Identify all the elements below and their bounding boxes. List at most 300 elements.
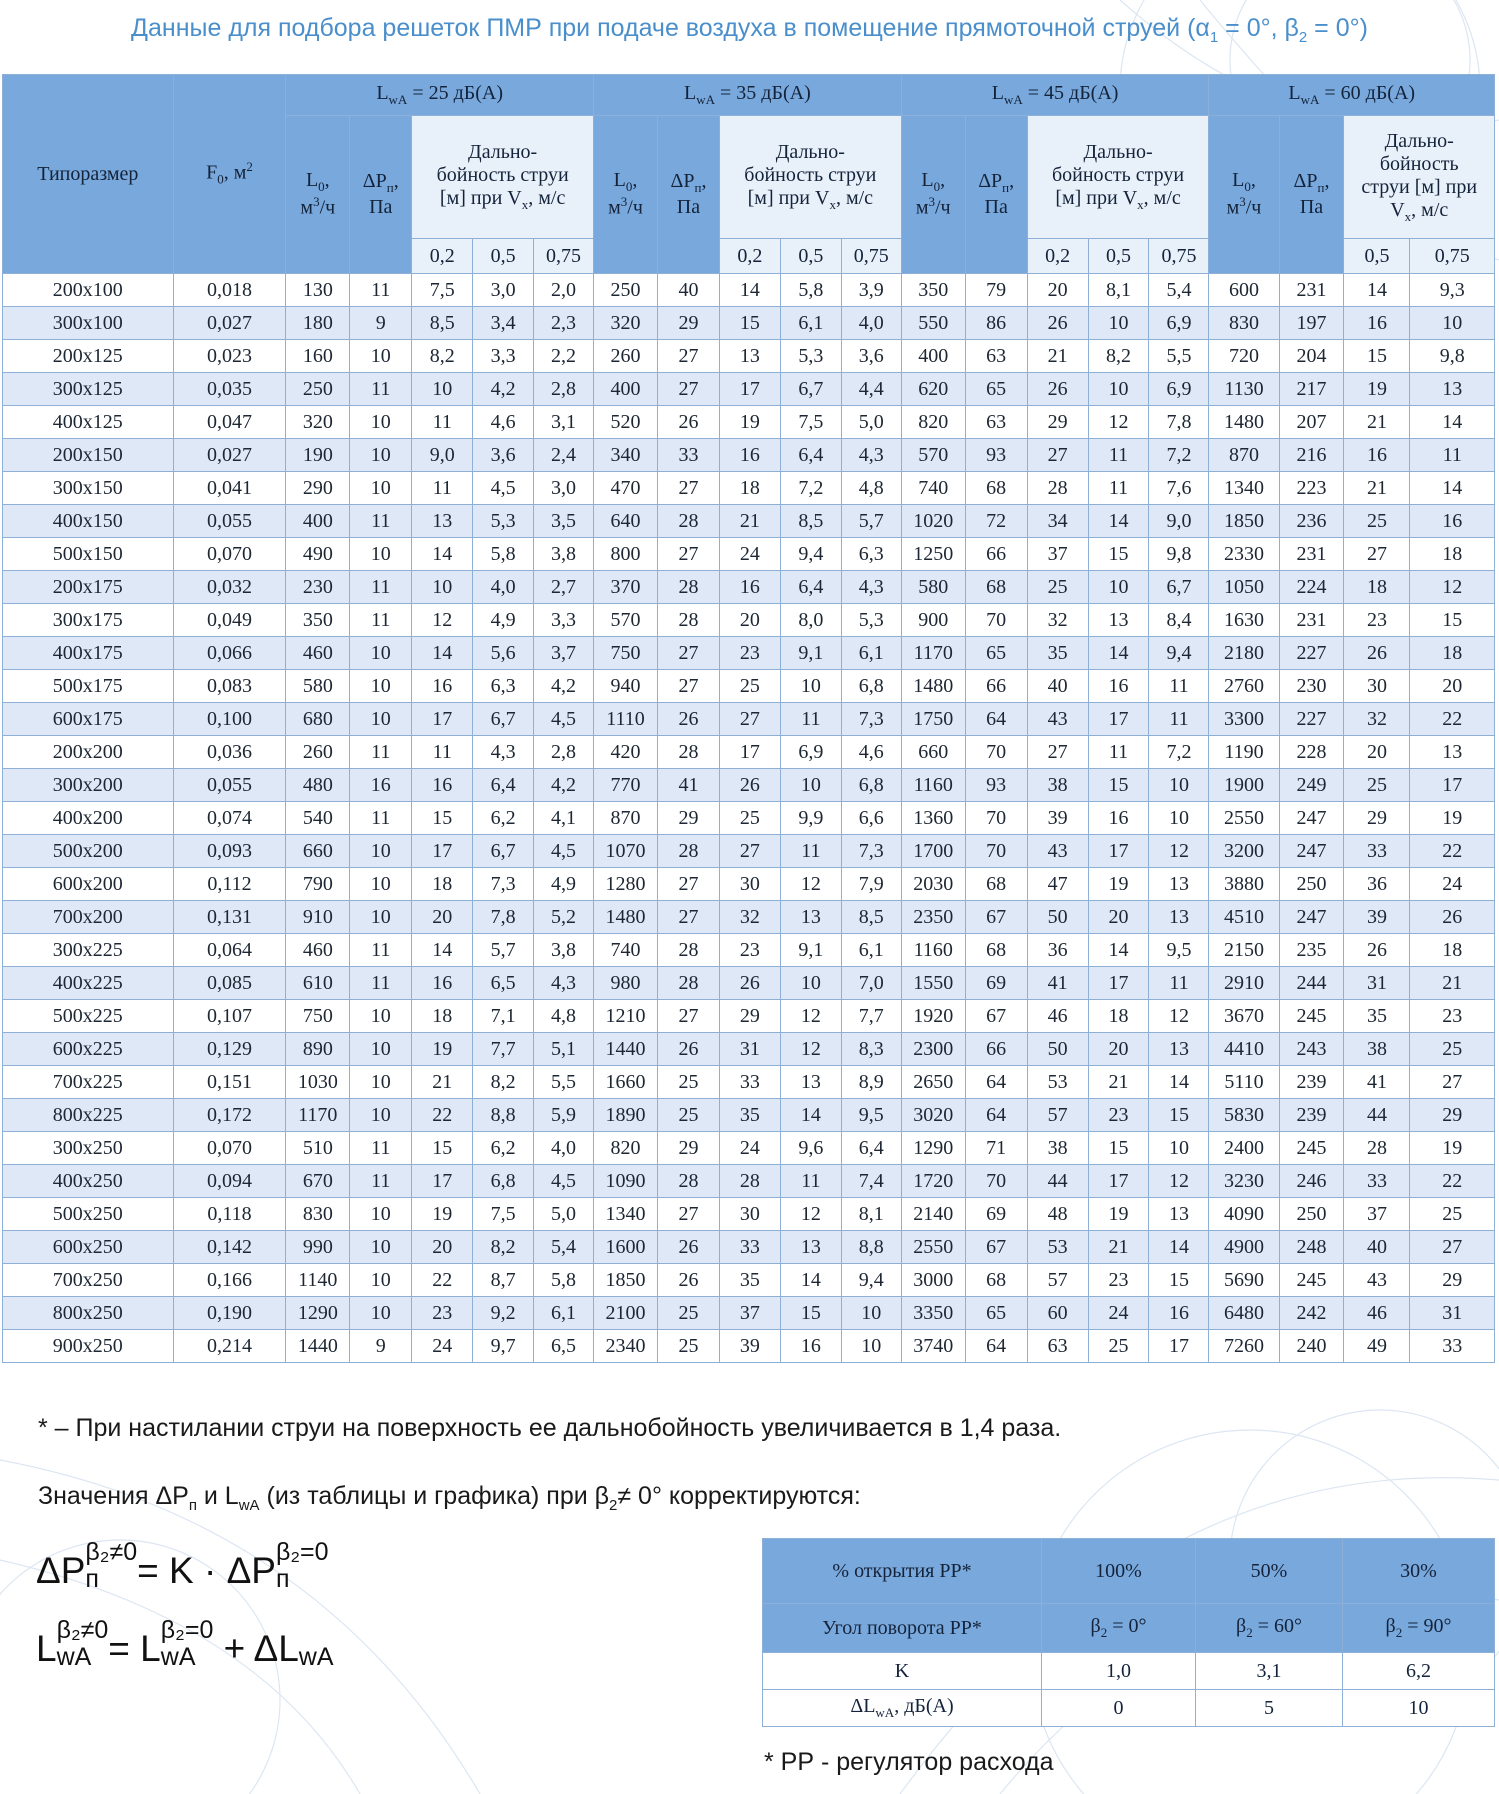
table-cell: 5,0 xyxy=(841,406,901,439)
table-cell: 43 xyxy=(1027,835,1088,868)
table-cell: 11 xyxy=(350,934,412,967)
table-cell: 1090 xyxy=(594,1165,658,1198)
table-row xyxy=(3,1132,1495,1165)
table-cell: 2140 xyxy=(901,1198,965,1231)
table-cell: 33 xyxy=(1344,1165,1410,1198)
table-cell: 19 xyxy=(1088,868,1149,901)
table-cell: 21 xyxy=(1410,967,1495,1000)
table-cell: 9 xyxy=(350,307,412,340)
cell-type: 400x200 xyxy=(3,802,174,835)
table-cell: 235 xyxy=(1279,934,1344,967)
table-cell: 4,5 xyxy=(534,703,594,736)
table-cell: 11 xyxy=(350,274,412,307)
table-cell: 1170 xyxy=(286,1099,350,1132)
table-cell: 15 xyxy=(1149,1264,1209,1297)
table-cell: 11 xyxy=(1088,439,1149,472)
table-cell: 236 xyxy=(1279,505,1344,538)
table-cell: 35 xyxy=(1027,637,1088,670)
table-cell: 57 xyxy=(1027,1099,1088,1132)
table-cell: 2100 xyxy=(594,1297,658,1330)
table-cell: 44 xyxy=(1027,1165,1088,1198)
table-row xyxy=(3,1099,1495,1132)
table-cell: 3000 xyxy=(901,1264,965,1297)
cell-type: 200x100 xyxy=(3,274,174,307)
table-cell: 31 xyxy=(1410,1297,1495,1330)
table-cell: 227 xyxy=(1279,637,1344,670)
table-cell: 16 xyxy=(1344,439,1410,472)
table-cell: 18 xyxy=(1410,538,1495,571)
table-cell: 1340 xyxy=(594,1198,658,1231)
table-cell: 0,027 xyxy=(173,439,286,472)
table-cell: 12 xyxy=(1149,1165,1209,1198)
table-cell: 6,7 xyxy=(473,835,534,868)
table-row xyxy=(3,736,1495,769)
table-cell: 28 xyxy=(658,571,720,604)
table-cell: 2180 xyxy=(1209,637,1279,670)
table-cell: 41 xyxy=(658,769,720,802)
table-cell: 224 xyxy=(1279,571,1344,604)
table-cell: 30 xyxy=(719,1198,780,1231)
table-cell: 68 xyxy=(965,1264,1027,1297)
col-header-pressure: $\Delta P_п$, Па xyxy=(350,116,412,274)
table-cell: 800 xyxy=(594,538,658,571)
table-cell: 12 xyxy=(1149,1000,1209,1033)
cell-type: 600x250 xyxy=(3,1231,174,1264)
table-cell: 11 xyxy=(412,736,473,769)
table-cell: 22 xyxy=(412,1264,473,1297)
table-cell: 1340 xyxy=(1209,472,1279,505)
table-cell: 28 xyxy=(658,835,720,868)
table-cell: 2550 xyxy=(901,1231,965,1264)
table-cell: 1850 xyxy=(1209,505,1279,538)
cell-type: 700x200 xyxy=(3,901,174,934)
table-row xyxy=(3,1297,1495,1330)
table-cell: 27 xyxy=(658,373,720,406)
table-cell: 8,1 xyxy=(1088,274,1149,307)
table-cell: 11 xyxy=(350,505,412,538)
table-cell: 1480 xyxy=(1209,406,1279,439)
table-cell: 6,1 xyxy=(841,637,901,670)
table-cell: 18 xyxy=(719,472,780,505)
cell-type: 500x225 xyxy=(3,1000,174,1033)
table-cell: 3020 xyxy=(901,1099,965,1132)
table-cell: 79 xyxy=(965,274,1027,307)
table-row xyxy=(3,670,1495,703)
table-cell: 3,6 xyxy=(473,439,534,472)
table-cell: 2550 xyxy=(1209,802,1279,835)
correction-text: Значения $\Delta P_п$ и $L_{wA}$ (из таблицы и графика) при $\beta_2\ne 0^\circ$ корректируются: xyxy=(38,1482,861,1514)
table-cell: 14 xyxy=(780,1099,841,1132)
table-cell: 37 xyxy=(719,1297,780,1330)
table-cell: 28 xyxy=(658,934,720,967)
table-cell: 43 xyxy=(1027,703,1088,736)
table-cell: 2,8 xyxy=(534,736,594,769)
table-cell: 15 xyxy=(412,802,473,835)
cell-type: 600x225 xyxy=(3,1033,174,1066)
table-cell: 3,9 xyxy=(841,274,901,307)
cell-type: 300x200 xyxy=(3,769,174,802)
table-cell: 10 xyxy=(350,1297,412,1330)
table-cell: 29 xyxy=(658,307,720,340)
table-cell: 8,4 xyxy=(1149,604,1209,637)
table-cell: 46 xyxy=(1027,1000,1088,1033)
table-row xyxy=(3,406,1495,439)
table-cell: 14 xyxy=(780,1264,841,1297)
table-cell: 60 xyxy=(1027,1297,1088,1330)
table-cell: 0,047 xyxy=(173,406,286,439)
table-row xyxy=(3,472,1495,505)
table-cell: 18 xyxy=(412,868,473,901)
table-cell: 11 xyxy=(780,835,841,868)
table-cell: 4,9 xyxy=(534,868,594,901)
table-cell: 10 xyxy=(1410,307,1495,340)
table-cell: 26 xyxy=(719,967,780,1000)
table-cell: 0,100 xyxy=(173,703,286,736)
table-row xyxy=(3,373,1495,406)
table-cell: 33 xyxy=(1410,1330,1495,1363)
table-cell: 5,8 xyxy=(473,538,534,571)
table-cell: 13 xyxy=(1149,1033,1209,1066)
col-header-flow: $L_0$, $м^3/ч$ xyxy=(901,116,965,274)
table-cell: 1050 xyxy=(1209,571,1279,604)
table-cell: 247 xyxy=(1279,802,1344,835)
table-cell: 3,8 xyxy=(534,934,594,967)
table-cell: 600 xyxy=(1209,274,1279,307)
table-cell: 5,6 xyxy=(473,637,534,670)
table-row xyxy=(3,868,1495,901)
table-cell: 5,8 xyxy=(534,1264,594,1297)
opening-value: 100% xyxy=(1042,1539,1196,1604)
col-header-pressure: $\Delta P_п$, Па xyxy=(965,116,1027,274)
table-cell: 5,1 xyxy=(534,1033,594,1066)
table-cell: 250 xyxy=(1279,1198,1344,1231)
table-cell: 17 xyxy=(1149,1330,1209,1363)
cell-type: 400x250 xyxy=(3,1165,174,1198)
table-cell: 27 xyxy=(658,901,720,934)
table-row xyxy=(3,637,1495,670)
table-cell: 0,118 xyxy=(173,1198,286,1231)
table-cell: 0,055 xyxy=(173,505,286,538)
table-cell: 63 xyxy=(965,340,1027,373)
table-cell: 250 xyxy=(594,274,658,307)
table-cell: 217 xyxy=(1279,373,1344,406)
table-cell: 1480 xyxy=(594,901,658,934)
table-cell: 0,041 xyxy=(173,472,286,505)
table-cell: 4,2 xyxy=(534,670,594,703)
k-value: 6,2 xyxy=(1343,1653,1495,1690)
table-cell: 18 xyxy=(1344,571,1410,604)
table-cell: 10 xyxy=(412,571,473,604)
table-cell: 35 xyxy=(1344,1000,1410,1033)
table-cell: 16 xyxy=(1149,1297,1209,1330)
table-cell: 39 xyxy=(1344,901,1410,934)
table-row xyxy=(3,538,1495,571)
table-cell: 24 xyxy=(719,1132,780,1165)
table-cell: 16 xyxy=(1088,802,1149,835)
table-cell: 65 xyxy=(965,373,1027,406)
table-cell: 19 xyxy=(1344,373,1410,406)
table-cell: 216 xyxy=(1279,439,1344,472)
table-cell: 33 xyxy=(719,1066,780,1099)
table-cell: 6,8 xyxy=(473,1165,534,1198)
table-cell: 1140 xyxy=(286,1264,350,1297)
table-cell: 39 xyxy=(719,1330,780,1363)
table-cell: 2350 xyxy=(901,901,965,934)
table-cell: 12 xyxy=(780,1000,841,1033)
table-cell: 27 xyxy=(1410,1066,1495,1099)
pressure-formula: ΔP β₂≠0 п = K · ΔP β₂=0 п xyxy=(36,1538,329,1593)
table-cell: 49 xyxy=(1344,1330,1410,1363)
table-cell: 1030 xyxy=(286,1066,350,1099)
table-cell: 9,8 xyxy=(1410,340,1495,373)
table-cell: 0,142 xyxy=(173,1231,286,1264)
table-cell: 24 xyxy=(1088,1297,1149,1330)
table-cell: 29 xyxy=(658,1132,720,1165)
table-cell: 20 xyxy=(1027,274,1088,307)
table-cell: 17 xyxy=(412,1165,473,1198)
table-cell: 27 xyxy=(658,472,720,505)
table-cell: 70 xyxy=(965,604,1027,637)
table-cell: 9,4 xyxy=(841,1264,901,1297)
table-cell: 14 xyxy=(1149,1231,1209,1264)
table-cell: 30 xyxy=(1344,670,1410,703)
table-cell: 14 xyxy=(1410,472,1495,505)
table-cell: 64 xyxy=(965,1330,1027,1363)
table-cell: 14 xyxy=(1088,934,1149,967)
k-value: 3,1 xyxy=(1196,1653,1343,1690)
table-cell: 9,4 xyxy=(1149,637,1209,670)
table-cell: 1630 xyxy=(1209,604,1279,637)
table-cell: 740 xyxy=(901,472,965,505)
table-cell: 29 xyxy=(1027,406,1088,439)
table-row xyxy=(3,1198,1495,1231)
col-header-flow: $L_0$, $м^3/ч$ xyxy=(286,116,350,274)
table-cell: 10 xyxy=(350,901,412,934)
table-cell: 25 xyxy=(1344,769,1410,802)
table-cell: 19 xyxy=(1088,1198,1149,1231)
table-cell: 10 xyxy=(780,769,841,802)
regulator-correction-table xyxy=(762,1538,1495,1727)
table-cell: 7,1 xyxy=(473,1000,534,1033)
table-cell: 11 xyxy=(780,703,841,736)
table-cell: 2300 xyxy=(901,1033,965,1066)
table-cell: 20 xyxy=(412,901,473,934)
table-cell: 6,7 xyxy=(1149,571,1209,604)
table-cell: 17 xyxy=(1088,967,1149,1000)
table-cell: 24 xyxy=(719,538,780,571)
table-cell: 10 xyxy=(350,1231,412,1264)
table-cell: 25 xyxy=(1088,1330,1149,1363)
table-cell: 13 xyxy=(1149,868,1209,901)
table-row xyxy=(3,1000,1495,1033)
table-row xyxy=(3,967,1495,1000)
table-cell: 13 xyxy=(780,901,841,934)
table-cell: 12 xyxy=(412,604,473,637)
table-cell: 5,5 xyxy=(1149,340,1209,373)
table-cell: 5,3 xyxy=(473,505,534,538)
speed-header: 0,2 xyxy=(719,239,780,274)
table-cell: 1660 xyxy=(594,1066,658,1099)
table-cell: 35 xyxy=(719,1264,780,1297)
table-cell: 66 xyxy=(965,670,1027,703)
table-row xyxy=(3,769,1495,802)
table-row xyxy=(3,1066,1495,1099)
table-cell: 7,2 xyxy=(780,472,841,505)
table-cell: 4,0 xyxy=(841,307,901,340)
table-cell: 204 xyxy=(1279,340,1344,373)
table-cell: 38 xyxy=(1344,1033,1410,1066)
table-cell: 15 xyxy=(719,307,780,340)
table-cell: 12 xyxy=(1088,406,1149,439)
table-cell: 20 xyxy=(1344,736,1410,769)
table-cell: 44 xyxy=(1344,1099,1410,1132)
table-cell: 32 xyxy=(1344,703,1410,736)
cell-type: 800x250 xyxy=(3,1297,174,1330)
table-cell: 2150 xyxy=(1209,934,1279,967)
table-cell: 93 xyxy=(965,439,1027,472)
table-cell: 23 xyxy=(719,637,780,670)
table-cell: 6,3 xyxy=(841,538,901,571)
cell-type: 200x200 xyxy=(3,736,174,769)
table-cell: 1440 xyxy=(594,1033,658,1066)
table-cell: 4,3 xyxy=(841,439,901,472)
table-cell: 34 xyxy=(1027,505,1088,538)
table-cell: 28 xyxy=(658,604,720,637)
table-cell: 3,3 xyxy=(473,340,534,373)
table-cell: 19 xyxy=(412,1198,473,1231)
table-cell: 2030 xyxy=(901,868,965,901)
table-cell: 29 xyxy=(1410,1099,1495,1132)
table-cell: 6,1 xyxy=(841,934,901,967)
table-cell: 72 xyxy=(965,505,1027,538)
table-cell: 19 xyxy=(719,406,780,439)
table-cell: 8,2 xyxy=(473,1066,534,1099)
table-cell: 0,049 xyxy=(173,604,286,637)
table-row xyxy=(3,1165,1495,1198)
table-cell: 1850 xyxy=(594,1264,658,1297)
row-label-opening: % открытия РР* xyxy=(763,1539,1042,1604)
col-header-throw: Дально- бойность струи [м] при $V_x$, м/с xyxy=(412,116,594,239)
table-cell: 580 xyxy=(901,571,965,604)
table-cell: 11 xyxy=(1149,967,1209,1000)
table-cell: 13 xyxy=(1410,373,1495,406)
table-cell: 11 xyxy=(1149,670,1209,703)
table-cell: 14 xyxy=(719,274,780,307)
table-cell: 239 xyxy=(1279,1099,1344,1132)
table-cell: 1280 xyxy=(594,868,658,901)
table-cell: 770 xyxy=(594,769,658,802)
table-cell: 5,9 xyxy=(534,1099,594,1132)
table-cell: 3200 xyxy=(1209,835,1279,868)
table-cell: 9,3 xyxy=(1410,274,1495,307)
table-cell: 28 xyxy=(658,967,720,1000)
table-cell: 16 xyxy=(412,967,473,1000)
table-cell: 11 xyxy=(350,373,412,406)
table-cell: 520 xyxy=(594,406,658,439)
table-cell: 15 xyxy=(1149,1099,1209,1132)
table-cell: 21 xyxy=(1344,406,1410,439)
table-cell: 7,3 xyxy=(473,868,534,901)
cell-type: 200x150 xyxy=(3,439,174,472)
table-cell: 15 xyxy=(1410,604,1495,637)
table-cell: 12 xyxy=(780,868,841,901)
cell-type: 400x175 xyxy=(3,637,174,670)
table-cell: 14 xyxy=(1149,1066,1209,1099)
table-cell: 3670 xyxy=(1209,1000,1279,1033)
table-cell: 26 xyxy=(658,1033,720,1066)
table-cell: 18 xyxy=(1410,934,1495,967)
table-cell: 14 xyxy=(412,538,473,571)
table-cell: 231 xyxy=(1279,538,1344,571)
table-cell: 2650 xyxy=(901,1066,965,1099)
table-cell: 2910 xyxy=(1209,967,1279,1000)
table-cell: 0,107 xyxy=(173,1000,286,1033)
table-cell: 3,6 xyxy=(841,340,901,373)
table-cell: 0,066 xyxy=(173,637,286,670)
table-cell: 4,8 xyxy=(534,1000,594,1033)
cell-type: 300x175 xyxy=(3,604,174,637)
table-cell: 5,3 xyxy=(780,340,841,373)
table-cell: 37 xyxy=(1027,538,1088,571)
cell-type: 500x200 xyxy=(3,835,174,868)
table-cell: 870 xyxy=(1209,439,1279,472)
table-row xyxy=(3,340,1495,373)
footnote: * РР - регулятор расхода xyxy=(764,1748,1054,1776)
table-cell: 29 xyxy=(719,1000,780,1033)
table-cell: 900 xyxy=(901,604,965,637)
table-cell: 6,7 xyxy=(780,373,841,406)
cell-type: 600x175 xyxy=(3,703,174,736)
table-cell: 68 xyxy=(965,571,1027,604)
table-cell: 17 xyxy=(1088,703,1149,736)
table-cell: 26 xyxy=(1410,901,1495,934)
table-cell: 1720 xyxy=(901,1165,965,1198)
table-cell: 6,1 xyxy=(534,1297,594,1330)
table-cell: 1550 xyxy=(901,967,965,1000)
table-cell: 1290 xyxy=(286,1297,350,1330)
table-cell: 27 xyxy=(658,340,720,373)
col-header-flow: $L_0$, $м^3/ч$ xyxy=(594,116,658,274)
table-row xyxy=(3,901,1495,934)
table-cell: 1210 xyxy=(594,1000,658,1033)
table-cell: 247 xyxy=(1279,901,1344,934)
table-cell: 35 xyxy=(719,1099,780,1132)
table-cell: 7,5 xyxy=(412,274,473,307)
table-cell: 830 xyxy=(286,1198,350,1231)
table-cell: 660 xyxy=(286,835,350,868)
table-cell: 66 xyxy=(965,538,1027,571)
table-cell: 420 xyxy=(594,736,658,769)
table-cell: 8,8 xyxy=(473,1099,534,1132)
table-cell: 0,074 xyxy=(173,802,286,835)
table-cell: 38 xyxy=(1027,769,1088,802)
cell-type: 500x250 xyxy=(3,1198,174,1231)
table-cell: 245 xyxy=(1279,1264,1344,1297)
table-cell: 2400 xyxy=(1209,1132,1279,1165)
table-cell: 15 xyxy=(780,1297,841,1330)
table-cell: 4090 xyxy=(1209,1198,1279,1231)
table-cell: 11 xyxy=(350,571,412,604)
table-cell: 27 xyxy=(719,835,780,868)
table-cell: 0,085 xyxy=(173,967,286,1000)
table-row xyxy=(3,307,1495,340)
table-cell: 610 xyxy=(286,967,350,1000)
table-cell: 68 xyxy=(965,472,1027,505)
angle-value: $\beta_2 = 90^\circ$ xyxy=(1343,1604,1495,1653)
table-cell: 25 xyxy=(1410,1033,1495,1066)
table-cell: 1600 xyxy=(594,1231,658,1264)
cell-type: 900x250 xyxy=(3,1330,174,1363)
